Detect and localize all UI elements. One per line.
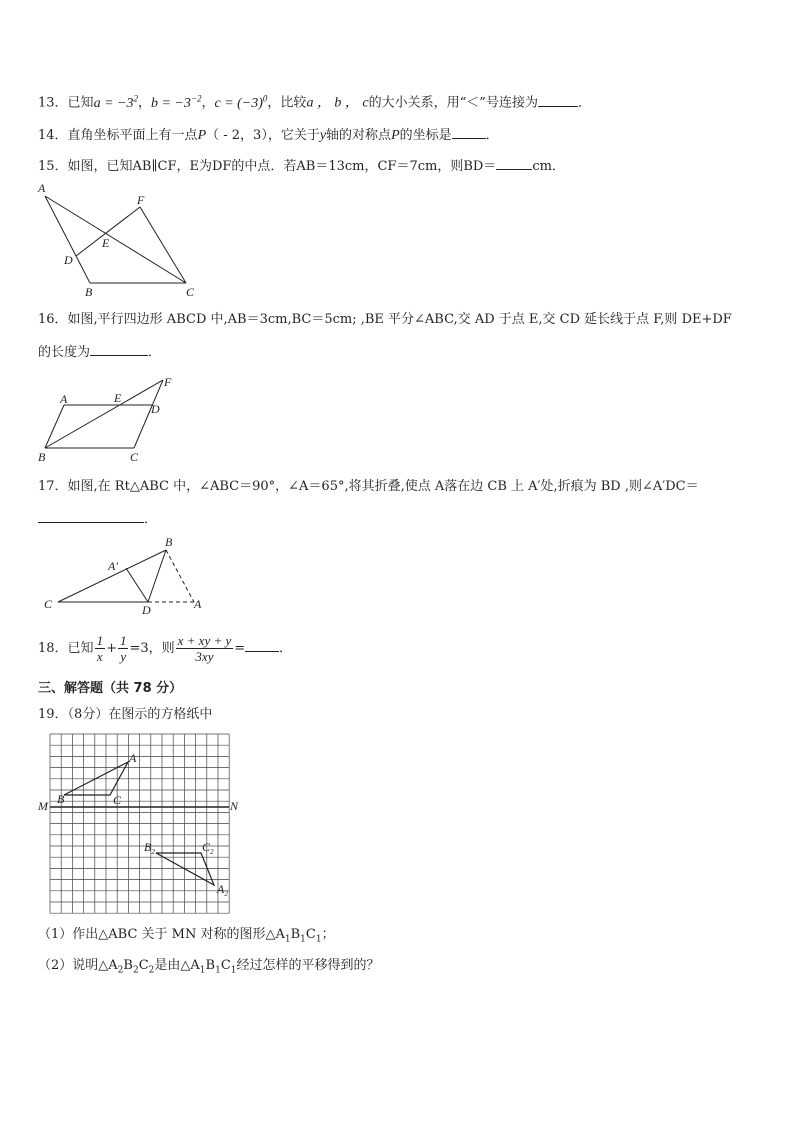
q16-end: ． xyxy=(148,345,162,360)
q13-suffix: 的大小关系，用“＜”号连接为 xyxy=(368,95,538,111)
triangle-A2B2C2 xyxy=(156,853,214,885)
grid-lines xyxy=(50,734,229,913)
q18-eq: =3，则 xyxy=(129,641,175,656)
q19-1-b: B xyxy=(290,927,301,942)
q19-2-c: C xyxy=(220,958,231,973)
label-A: A xyxy=(38,181,46,195)
q14-axis: y xyxy=(319,128,327,143)
fraction-1-over-x: $\frac{1}{x}$ xyxy=(96,633,104,664)
q13-prefix: 已知 xyxy=(67,95,94,111)
q13-mid: ，比较 xyxy=(267,95,307,111)
sub-1: 1 xyxy=(230,965,237,976)
figure-15 xyxy=(30,180,210,300)
q13-c-def: $c = (-3)^0$ xyxy=(214,93,268,111)
sub-1: 1 xyxy=(300,934,306,945)
sub-1: 1 xyxy=(284,934,291,945)
label-D: D xyxy=(64,253,73,267)
q16-text: 如图,平行四边形 ABCD 中,AB＝3cm,BC＝5cm; ,BE 平分∠ABC,交 AD 于点 E,交 CD 延长线于点 F,则 DE+DF xyxy=(67,312,732,327)
q19-2-c: C xyxy=(138,958,149,973)
q19-1-end: ； xyxy=(321,927,335,942)
label-C: C xyxy=(186,285,195,299)
answer-blank[interactable] xyxy=(38,508,144,523)
question-number: 16． xyxy=(38,312,68,327)
figure-15-lines xyxy=(45,196,186,283)
q19-2-end: 经过怎样的平移得到的？ xyxy=(236,958,380,973)
q18-eq2: = xyxy=(234,641,246,656)
q14-coords: （ - 2，3），它关于 xyxy=(206,128,320,143)
q17-text: 如图,在 Rt△ABC 中，∠ABC＝90°，∠A＝65°,将其折叠,使点 A落在边 CB 上 A′处,折痕为 BD ,则∠A′DC＝ xyxy=(67,479,699,494)
question-19 xyxy=(38,705,212,725)
q19-text: （8分）在图示的方格纸中 xyxy=(67,707,213,722)
question-13: 13．已知$a = -3^2$，$b = -3^{-2}$，$c = (-3)^0$，比较a ， b ， c的大小关系，用“＜”号连接为 ． xyxy=(38,93,591,111)
q14-text1: 直角坐标平面上有一点 xyxy=(67,128,198,143)
question-15 xyxy=(38,155,565,177)
figure-16-lines xyxy=(45,380,163,448)
question-number: 18． xyxy=(38,641,68,656)
q14-point: P xyxy=(197,128,207,143)
answer-blank[interactable] xyxy=(496,155,532,170)
q19-1-prefix: （1）作出△ABC 关于 MN 对称的图形△A xyxy=(38,927,285,942)
answer-blank[interactable] xyxy=(452,124,486,139)
label-E: E xyxy=(114,391,122,405)
q13-vars: a ， b ， c xyxy=(306,95,369,111)
question-16-cont xyxy=(38,341,161,363)
label-A2: $A_2$ xyxy=(217,882,228,898)
q19-2-prefix: （2）说明△A xyxy=(38,958,118,973)
question-number: 17． xyxy=(38,479,68,494)
section-heading: 三、解答题（共 78 分） xyxy=(38,681,183,696)
label-B: B xyxy=(38,450,46,464)
answer-blank[interactable] xyxy=(245,637,279,652)
question-14 xyxy=(38,124,499,146)
q15-text: 如图，已知AB∥CF，E为DF的中点．若AB＝13cm，CF＝7cm，则BD＝ xyxy=(67,159,497,174)
label-D: D xyxy=(142,603,151,617)
answer-blank[interactable] xyxy=(90,341,148,356)
sub-2: 2 xyxy=(132,965,139,976)
question-19-part-2 xyxy=(38,956,380,981)
figure-17-lines xyxy=(58,550,166,602)
q19-2-b: B xyxy=(123,958,133,973)
q13-a-def: $a = -3^2$ xyxy=(93,93,138,111)
label-B: B xyxy=(85,285,93,299)
figure-17 xyxy=(38,534,218,617)
label-B2: $B_2$ xyxy=(144,840,155,856)
sub-1: 1 xyxy=(315,934,322,945)
label-F: F xyxy=(164,375,172,389)
answer-blank[interactable] xyxy=(538,92,578,107)
question-17-cont xyxy=(38,508,157,530)
q16-text2: 的长度为 xyxy=(38,345,91,360)
label-E: E xyxy=(102,236,110,250)
label-A-prime: A′ xyxy=(108,559,118,573)
q13-b-def: $b = -3^{-2}$ xyxy=(150,93,202,111)
sub-2: 2 xyxy=(117,965,124,976)
q18-end: ． xyxy=(279,641,293,656)
sub-2: 2 xyxy=(148,965,155,976)
sub-1: 1 xyxy=(199,965,206,976)
label-N: N xyxy=(230,799,239,813)
label-F: F xyxy=(137,193,145,207)
question-19-part-1 xyxy=(38,925,335,950)
label-C: C xyxy=(130,450,139,464)
question-number: 13． xyxy=(38,95,68,111)
figure-16 xyxy=(30,372,190,467)
q14-text3: 的坐标是 xyxy=(399,128,452,143)
question-16 xyxy=(38,310,732,330)
label-B: B xyxy=(165,535,173,549)
label-B: B xyxy=(57,792,65,806)
label-M: M xyxy=(38,799,48,813)
q13-end: ． xyxy=(577,95,591,111)
question-number: 15． xyxy=(38,159,68,174)
grid-figure-19 xyxy=(36,730,246,920)
q14-end: ． xyxy=(485,128,499,143)
label-A: A xyxy=(194,597,202,611)
q18-prefix: 已知 xyxy=(67,641,94,656)
sub-1: 1 xyxy=(215,965,221,976)
q14-point2: P xyxy=(391,128,400,143)
question-18 xyxy=(38,632,292,666)
fraction-expression: $\frac{x + xy + y}{3xy}$ xyxy=(177,633,232,664)
fraction-1-over-y: $\frac{1}{y}$ xyxy=(119,633,127,664)
label-A: A xyxy=(60,392,68,406)
question-17 xyxy=(38,477,699,497)
figure-17-dashed xyxy=(148,550,194,602)
q17-end: ． xyxy=(144,512,158,527)
label-D: D xyxy=(151,402,160,416)
q19-1-c: C xyxy=(305,927,316,942)
label-C2: $C_2$ xyxy=(202,840,214,856)
question-number: 19． xyxy=(38,707,68,722)
q14-text2: 轴的对称点 xyxy=(326,128,392,143)
q18-plus: + xyxy=(106,641,117,656)
label-C: C xyxy=(44,597,53,611)
label-A: A xyxy=(129,751,137,765)
question-number: 14． xyxy=(38,128,68,143)
label-C: C xyxy=(113,793,122,807)
q15-end: cm． xyxy=(532,159,565,174)
q19-2-mid: 是由△A xyxy=(154,958,200,973)
q19-2-b: B xyxy=(205,958,216,973)
